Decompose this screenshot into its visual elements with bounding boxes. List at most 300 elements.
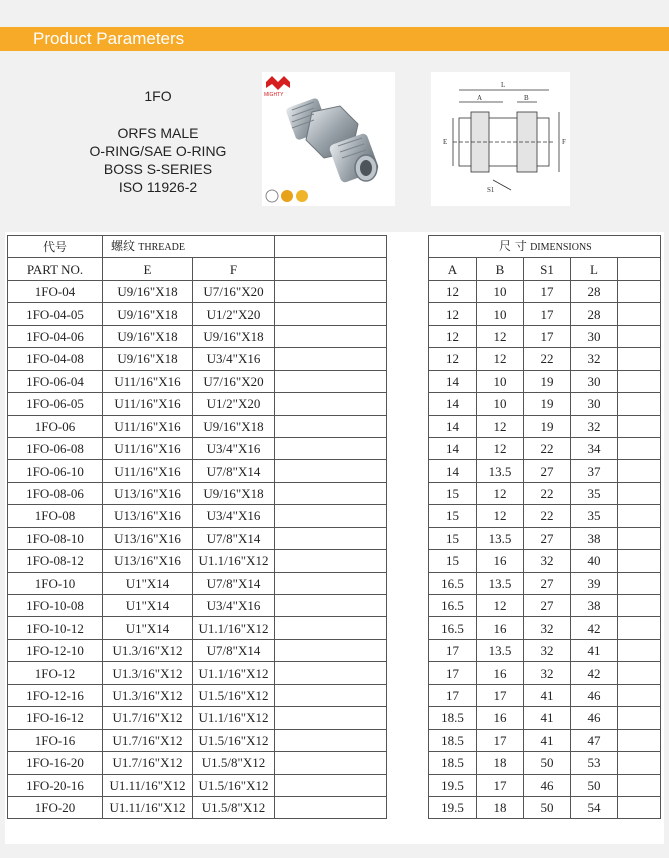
cell-dim-l: 46: [571, 707, 618, 729]
cell-dim-a: 14: [429, 415, 477, 437]
cell-thread-e: U13/16"X16: [103, 482, 193, 504]
cell-thread-e: U13/16"X16: [103, 527, 193, 549]
cell-dim-b: 12: [477, 415, 524, 437]
cell-empty: [618, 393, 661, 415]
cell-empty: [618, 460, 661, 482]
certification-icons: [266, 190, 308, 202]
cell-dim-b: 17: [477, 774, 524, 796]
label-l: L: [501, 81, 506, 89]
cell-dim-s1: 41: [524, 684, 571, 706]
cell-dim-a: 12: [429, 280, 477, 302]
table-row: [8, 303, 661, 325]
cell-gap: [387, 325, 429, 347]
cell-gap: [387, 303, 429, 325]
cell-dim-a: 12: [429, 303, 477, 325]
cell-gap: [387, 437, 429, 459]
cell-dim-a: 16.5: [429, 595, 477, 617]
cell-dim-b: 18: [477, 752, 524, 774]
header-part-no: PART NO.: [8, 258, 103, 280]
cell-dim-s1: 41: [524, 707, 571, 729]
cell-empty: [618, 729, 661, 751]
cell-dim-s1: 22: [524, 482, 571, 504]
cell-empty: [618, 617, 661, 639]
cell-gap: [387, 572, 429, 594]
cell-dim-s1: 17: [524, 280, 571, 302]
cell-empty: [275, 796, 387, 818]
product-code: 1FO: [144, 88, 172, 104]
cell-dim-b: 13.5: [477, 639, 524, 661]
cell-dim-a: 17: [429, 684, 477, 706]
cell-part-no: 1FO-16-20: [8, 752, 103, 774]
cell-thread-e: U11/16"X16: [103, 370, 193, 392]
section-banner: [0, 27, 669, 51]
cell-thread-f: U7/8"X14: [193, 527, 275, 549]
cell-dim-b: 13.5: [477, 572, 524, 594]
cell-thread-e: U1"X14: [103, 617, 193, 639]
cell-gap: [387, 595, 429, 617]
cell-dim-a: 17: [429, 662, 477, 684]
cell-dim-s1: 32: [524, 617, 571, 639]
cell-empty: [618, 370, 661, 392]
table-row: [8, 572, 661, 594]
table-row: [8, 639, 661, 661]
cell-empty: [618, 752, 661, 774]
cell-dim-b: 12: [477, 505, 524, 527]
table-row: [8, 752, 661, 774]
cell-dim-l: 30: [571, 325, 618, 347]
cell-thread-e: U1.11/16"X12: [103, 774, 193, 796]
cell-gap: [387, 617, 429, 639]
header-row-cols: [8, 258, 661, 280]
cell-dim-a: 14: [429, 460, 477, 482]
cell-empty: [618, 482, 661, 504]
cell-empty: [275, 527, 387, 549]
parameters-table: [7, 235, 661, 819]
header-dim-zh: 尺 寸: [499, 239, 527, 254]
cell-empty: [618, 303, 661, 325]
cell-dim-s1: 41: [524, 729, 571, 751]
cell-empty: [275, 437, 387, 459]
cell-part-no: 1FO-12-10: [8, 639, 103, 661]
table-row: [8, 325, 661, 347]
cell-empty: [275, 280, 387, 302]
cell-part-no: 1FO-20-16: [8, 774, 103, 796]
cell-part-no: 1FO-12-16: [8, 684, 103, 706]
header-col-a: A: [429, 258, 477, 280]
cell-thread-f: U1.1/16"X12: [193, 662, 275, 684]
cell-empty: [275, 595, 387, 617]
technical-drawing: [431, 72, 570, 206]
cell-dim-b: 13.5: [477, 527, 524, 549]
cell-thread-f: U1.5/8"X12: [193, 752, 275, 774]
cell-thread-f: U9/16"X18: [193, 415, 275, 437]
cell-empty: [618, 662, 661, 684]
cell-part-no: 1FO-08-06: [8, 482, 103, 504]
cell-empty: [275, 325, 387, 347]
cell-dim-b: 16: [477, 662, 524, 684]
table-row: [8, 774, 661, 796]
cell-thread-f: U1.5/8"X12: [193, 796, 275, 818]
table-body: [8, 236, 661, 819]
cell-gap: [387, 482, 429, 504]
cell-dim-a: 15: [429, 482, 477, 504]
table-row: [8, 550, 661, 572]
cell-empty: [275, 482, 387, 504]
label-f: F: [562, 138, 566, 146]
cell-thread-f: U1.1/16"X12: [193, 707, 275, 729]
cell-dim-b: 10: [477, 393, 524, 415]
cell-empty: [275, 393, 387, 415]
cell-dim-l: 37: [571, 460, 618, 482]
cell-thread-e: U1.7/16"X12: [103, 752, 193, 774]
cell-thread-e: U9/16"X18: [103, 348, 193, 370]
cell-empty: [275, 303, 387, 325]
cell-thread-f: U1.5/16"X12: [193, 684, 275, 706]
cell-thread-f: U1.1/16"X12: [193, 550, 275, 572]
cell-gap: [387, 370, 429, 392]
cell-gap: [387, 460, 429, 482]
cell-thread-f: U3/4"X16: [193, 437, 275, 459]
cell-dim-b: 12: [477, 348, 524, 370]
cell-empty: [618, 280, 661, 302]
header-col-s1: S1: [524, 258, 571, 280]
cell-dim-b: 16: [477, 550, 524, 572]
cell-dim-b: 12: [477, 325, 524, 347]
table-row: [8, 415, 661, 437]
cell-part-no: 1FO-10-12: [8, 617, 103, 639]
cell-thread-e: U1.3/16"X12: [103, 684, 193, 706]
cell-empty: [275, 415, 387, 437]
cell-gap: [387, 796, 429, 818]
cell-dim-a: 14: [429, 370, 477, 392]
cell-dim-a: 18.5: [429, 752, 477, 774]
cell-thread-f: U9/16"X18: [193, 482, 275, 504]
cell-part-no: 1FO-10: [8, 572, 103, 594]
cell-part-no: 1FO-06-05: [8, 393, 103, 415]
header-thread-zh: 螺纹: [111, 239, 136, 254]
table-row: [8, 370, 661, 392]
cell-dim-l: 32: [571, 348, 618, 370]
cell-part-no: 1FO-16: [8, 729, 103, 751]
cell-gap: [387, 707, 429, 729]
cell-dim-l: 30: [571, 393, 618, 415]
table-row: [8, 348, 661, 370]
header-col-f: F: [193, 258, 275, 280]
cell-dim-s1: 19: [524, 370, 571, 392]
cell-thread-f: U7/16"X20: [193, 370, 275, 392]
cell-gap: [387, 280, 429, 302]
label-a: A: [477, 94, 483, 102]
table-row: [8, 527, 661, 549]
dimension-drawing: [431, 72, 570, 206]
cell-thread-e: U1.3/16"X12: [103, 639, 193, 661]
cell-thread-e: U1.7/16"X12: [103, 729, 193, 751]
cell-gap: [387, 729, 429, 751]
table-row: [8, 595, 661, 617]
cell-dim-l: 38: [571, 527, 618, 549]
header-dim-en: DIMENSIONS: [530, 242, 592, 254]
cell-dim-s1: 32: [524, 662, 571, 684]
cell-empty: [618, 595, 661, 617]
product-photo: [262, 72, 395, 206]
description-line: ORFS MALE: [117, 125, 199, 141]
cell-dim-a: 14: [429, 437, 477, 459]
cell-gap: [387, 348, 429, 370]
cell-dim-l: 39: [571, 572, 618, 594]
cell-empty: [275, 707, 387, 729]
cell-dim-l: 46: [571, 684, 618, 706]
cell-empty: [275, 370, 387, 392]
cell-part-no: 1FO-10-08: [8, 595, 103, 617]
cell-dim-s1: 17: [524, 325, 571, 347]
table-row: [8, 707, 661, 729]
cell-dim-s1: 27: [524, 595, 571, 617]
cell-gap: [387, 393, 429, 415]
label-b: B: [524, 94, 529, 102]
cell-dim-a: 19.5: [429, 774, 477, 796]
cell-empty: [618, 550, 661, 572]
cell-thread-f: U1.1/16"X12: [193, 617, 275, 639]
brand-logo: [264, 76, 290, 98]
cell-gap: [387, 774, 429, 796]
cell-thread-e: U9/16"X18: [103, 303, 193, 325]
table-row: [8, 684, 661, 706]
cell-empty: [618, 437, 661, 459]
cell-empty: [618, 505, 661, 527]
parameters-table-panel: [5, 232, 664, 844]
cell-empty: [275, 729, 387, 751]
cell-dim-a: 17: [429, 639, 477, 661]
cell-empty: [618, 684, 661, 706]
cell-empty: [275, 348, 387, 370]
cell-thread-e: U11/16"X16: [103, 437, 193, 459]
cell-dim-b: 12: [477, 482, 524, 504]
cell-dim-a: 16.5: [429, 617, 477, 639]
cell-empty: [618, 325, 661, 347]
cell-dim-b: 10: [477, 370, 524, 392]
cell-dim-l: 35: [571, 505, 618, 527]
cell-dim-b: 12: [477, 595, 524, 617]
cell-part-no: 1FO-16-12: [8, 707, 103, 729]
cell-dim-s1: 22: [524, 505, 571, 527]
table-row: [8, 280, 661, 302]
cell-dim-b: 17: [477, 729, 524, 751]
cell-dim-a: 18.5: [429, 729, 477, 751]
header-col-e: E: [103, 258, 193, 280]
cell-dim-s1: 32: [524, 639, 571, 661]
section-title: Product Parameters: [33, 29, 185, 48]
cell-thread-e: U11/16"X16: [103, 460, 193, 482]
cell-dim-l: 41: [571, 639, 618, 661]
cell-thread-f: U9/16"X18: [193, 325, 275, 347]
cell-thread-f: U1/2"X20: [193, 393, 275, 415]
cell-dim-l: 42: [571, 662, 618, 684]
cell-empty: [618, 527, 661, 549]
cell-dim-l: 54: [571, 796, 618, 818]
cell-empty: [275, 550, 387, 572]
cell-thread-f: U1/2"X20: [193, 303, 275, 325]
cell-empty: [618, 572, 661, 594]
cell-dim-l: 35: [571, 482, 618, 504]
cell-dim-b: 10: [477, 303, 524, 325]
cell-part-no: 1FO-06: [8, 415, 103, 437]
cell-dim-s1: 19: [524, 393, 571, 415]
table-row: [8, 505, 661, 527]
cell-empty: [275, 617, 387, 639]
cell-dim-a: 15: [429, 527, 477, 549]
cell-part-no: 1FO-04: [8, 280, 103, 302]
cell-thread-f: U7/8"X14: [193, 639, 275, 661]
cell-dim-b: 18: [477, 796, 524, 818]
cell-gap: [387, 550, 429, 572]
cell-dim-s1: 22: [524, 437, 571, 459]
cell-empty: [275, 662, 387, 684]
cell-dim-l: 50: [571, 774, 618, 796]
cell-dim-b: 17: [477, 684, 524, 706]
label-e: E: [443, 138, 448, 146]
table-row: [8, 617, 661, 639]
cell-dim-s1: 17: [524, 303, 571, 325]
table-row: [8, 796, 661, 818]
fitting-body: [285, 97, 379, 183]
cell-thread-e: U11/16"X16: [103, 393, 193, 415]
cell-dim-a: 12: [429, 325, 477, 347]
cell-dim-b: 10: [477, 280, 524, 302]
description-line: BOSS S-SERIES: [103, 161, 213, 177]
cell-thread-f: U7/8"X14: [193, 572, 275, 594]
cell-dim-s1: 32: [524, 550, 571, 572]
cell-dim-l: 32: [571, 415, 618, 437]
cell-part-no: 1FO-08: [8, 505, 103, 527]
cell-thread-f: U7/16"X20: [193, 280, 275, 302]
cell-part-no: 1FO-06-08: [8, 437, 103, 459]
cell-gap: [387, 662, 429, 684]
cell-dim-s1: 50: [524, 796, 571, 818]
cell-thread-f: U1.5/16"X12: [193, 774, 275, 796]
cell-empty: [618, 774, 661, 796]
table-row: [8, 482, 661, 504]
cell-gap: [387, 752, 429, 774]
table-row: [8, 662, 661, 684]
cell-dim-s1: 27: [524, 527, 571, 549]
cell-thread-e: U1"X14: [103, 572, 193, 594]
cell-dim-l: 53: [571, 752, 618, 774]
cell-gap: [387, 415, 429, 437]
cell-empty: [275, 572, 387, 594]
cell-dim-l: 38: [571, 595, 618, 617]
cell-dim-a: 14: [429, 393, 477, 415]
cell-thread-e: U9/16"X18: [103, 325, 193, 347]
cell-part-no: 1FO-06-04: [8, 370, 103, 392]
table-row: [8, 729, 661, 751]
cell-empty: [275, 752, 387, 774]
brand-text: MIGHTY: [264, 92, 284, 98]
label-s1: S1: [487, 186, 495, 194]
cell-part-no: 1FO-04-08: [8, 348, 103, 370]
cell-empty: [275, 460, 387, 482]
cell-dim-s1: 46: [524, 774, 571, 796]
cell-thread-f: U7/8"X14: [193, 460, 275, 482]
cell-empty: [618, 415, 661, 437]
cell-dim-s1: 22: [524, 348, 571, 370]
cell-dim-a: 18.5: [429, 707, 477, 729]
header-col-l: L: [571, 258, 618, 280]
cell-dim-a: 15: [429, 550, 477, 572]
cell-empty: [275, 774, 387, 796]
cell-dim-s1: 50: [524, 752, 571, 774]
cell-dim-l: 42: [571, 617, 618, 639]
cell-empty: [618, 796, 661, 818]
cell-dim-l: 47: [571, 729, 618, 751]
cell-thread-f: U1.5/16"X12: [193, 729, 275, 751]
header-row-top: [8, 236, 661, 258]
cell-dim-l: 34: [571, 437, 618, 459]
table-row: [8, 460, 661, 482]
cell-dim-l: 28: [571, 303, 618, 325]
cell-dim-l: 28: [571, 280, 618, 302]
cell-thread-e: U1.3/16"X12: [103, 662, 193, 684]
cell-empty: [275, 505, 387, 527]
cell-gap: [387, 684, 429, 706]
cell-empty: [618, 348, 661, 370]
table-row: [8, 393, 661, 415]
cell-part-no: 1FO-12: [8, 662, 103, 684]
cell-dim-l: 30: [571, 370, 618, 392]
cell-gap: [387, 505, 429, 527]
description-line: O-RING/SAE O-RING: [89, 143, 227, 159]
cell-dim-l: 40: [571, 550, 618, 572]
cell-thread-f: U3/4"X16: [193, 348, 275, 370]
cell-part-no: 1FO-20: [8, 796, 103, 818]
cell-part-no: 1FO-04-06: [8, 325, 103, 347]
cell-dim-b: 16: [477, 707, 524, 729]
description-line: ISO 11926-2: [118, 179, 198, 195]
cell-thread-f: U3/4"X16: [193, 595, 275, 617]
cell-dim-s1: 19: [524, 415, 571, 437]
cell-part-no: 1FO-04-05: [8, 303, 103, 325]
cell-thread-e: U13/16"X16: [103, 550, 193, 572]
cell-gap: [387, 527, 429, 549]
header-thread-en: THREADE: [138, 242, 185, 254]
cell-dim-a: 16.5: [429, 572, 477, 594]
cell-dim-b: 16: [477, 617, 524, 639]
cell-empty: [275, 639, 387, 661]
cell-dim-a: 19.5: [429, 796, 477, 818]
cell-part-no: 1FO-08-10: [8, 527, 103, 549]
cell-part-no: 1FO-06-10: [8, 460, 103, 482]
cell-dim-b: 13.5: [477, 460, 524, 482]
cell-gap: [387, 639, 429, 661]
cell-empty: [275, 684, 387, 706]
cell-dim-b: 12: [477, 437, 524, 459]
header-col-b: B: [477, 258, 524, 280]
cell-thread-e: U1.11/16"X12: [103, 796, 193, 818]
cell-empty: [618, 707, 661, 729]
cell-thread-e: U13/16"X16: [103, 505, 193, 527]
cell-thread-e: U1.7/16"X12: [103, 707, 193, 729]
cell-empty: [618, 639, 661, 661]
fitting-illustration: [262, 72, 395, 206]
table-row: [8, 437, 661, 459]
cell-dim-s1: 27: [524, 460, 571, 482]
cell-thread-f: U3/4"X16: [193, 505, 275, 527]
header-code-zh: 代号: [42, 239, 67, 254]
cell-dim-a: 12: [429, 348, 477, 370]
cell-part-no: 1FO-08-12: [8, 550, 103, 572]
cell-dim-a: 15: [429, 505, 477, 527]
cell-thread-e: U11/16"X16: [103, 415, 193, 437]
cell-thread-e: U9/16"X18: [103, 280, 193, 302]
